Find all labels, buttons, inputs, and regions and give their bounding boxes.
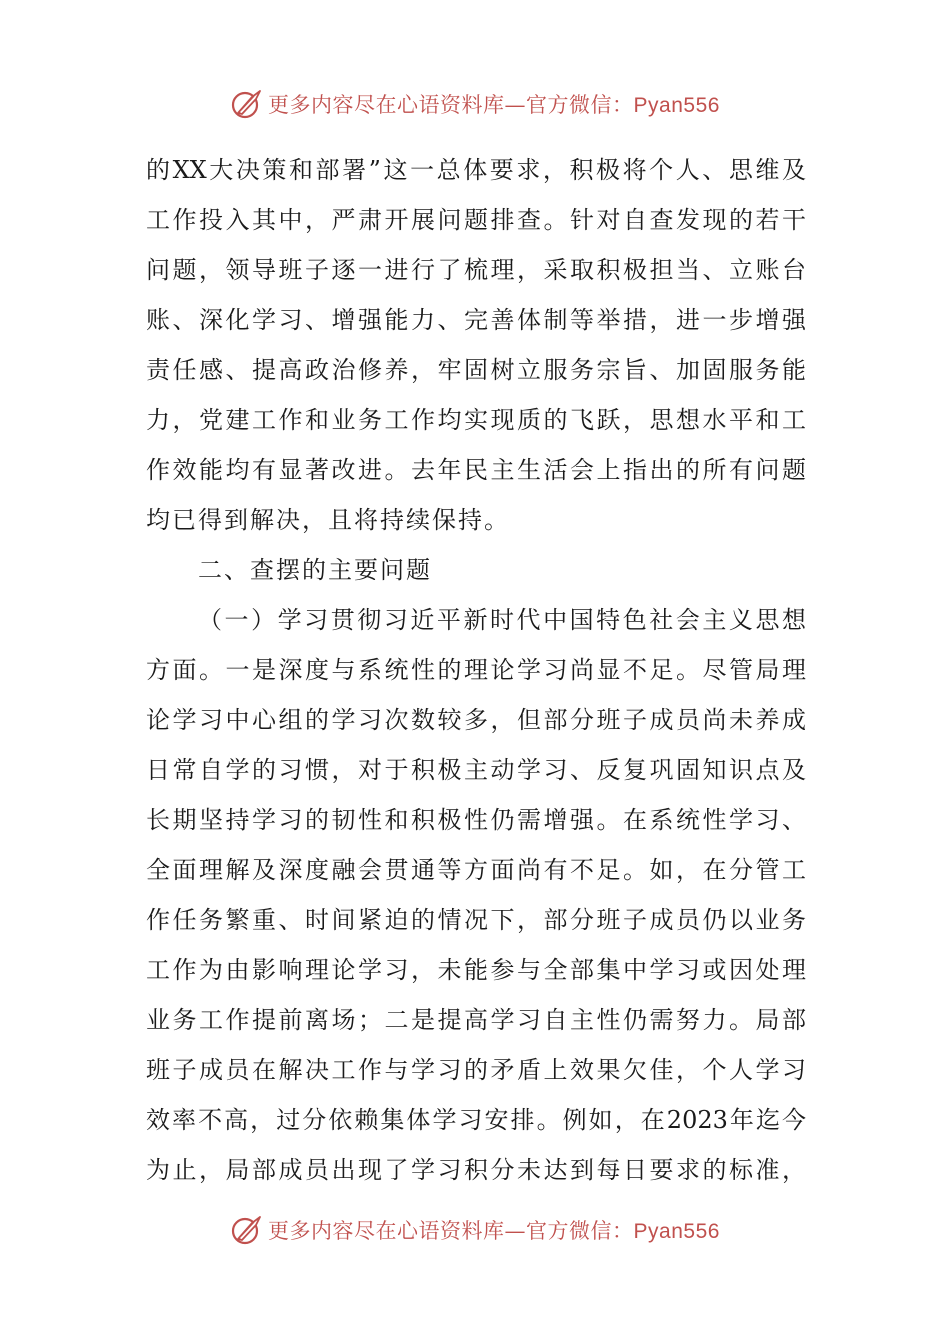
body-line: 作效能均有显著改进。去年民主生活会上指出的所有问题 bbox=[146, 456, 806, 484]
quill-pen-logo-icon bbox=[230, 1213, 264, 1247]
body-line: 工作投入其中，严肃开展问题排查。针对自查发现的若干 bbox=[146, 206, 806, 234]
body-line: 账、深化学习、增强能力、完善体制等举措，进一步增强 bbox=[146, 306, 806, 334]
body-line: 长期坚持学习的韧性和积极性仍需增强。在系统性学习、 bbox=[146, 806, 806, 834]
body-line: 问题，领导班子逐一进行了梳理，采取积极担当、立账台 bbox=[146, 256, 806, 284]
header-watermark-banner bbox=[0, 84, 950, 124]
footer-wechat-id: Pyan556 bbox=[633, 1220, 720, 1243]
header-banner-text: 更多内容尽在心语资料库—官方微信：Pyan556 bbox=[268, 93, 720, 117]
body-line: 均已得到解决，且将持续保持。 bbox=[146, 506, 510, 534]
quill-pen-logo-icon bbox=[230, 87, 264, 121]
footer-watermark-banner bbox=[0, 1210, 950, 1250]
body-line: 全面理解及深度融会贯通等方面尚有不足。如，在分管工 bbox=[146, 856, 806, 884]
body-line: 班子成员在解决工作与学习的矛盾上效果欠佳，个人学习 bbox=[146, 1056, 806, 1084]
body-line: 方面。一是深度与系统性的理论学习尚显不足。尽管局理 bbox=[146, 656, 806, 684]
body-line: 为止，局部成员出现了学习积分未达到每日要求的标准， bbox=[146, 1156, 806, 1184]
body-line: 力，党建工作和业务工作均实现质的飞跃，思想水平和工 bbox=[146, 406, 806, 434]
body-line: 作任务繁重、时间紧迫的情况下，部分班子成员仍以业务 bbox=[146, 906, 806, 934]
body-line: 工作为由影响理论学习，未能参与全部集中学习或因处理 bbox=[146, 956, 806, 984]
body-line: 责任感、提高政治修养，牢固树立服务宗旨、加固服务能 bbox=[146, 356, 806, 384]
section-heading: 二、查摆的主要问题 bbox=[198, 556, 432, 584]
document-body bbox=[146, 145, 806, 1195]
body-line: 的XX大决策和部署”这一总体要求，积极将个人、思维及 bbox=[146, 156, 806, 184]
body-line: 论学习中心组的学习次数较多，但部分班子成员尚未养成 bbox=[146, 706, 806, 734]
body-line: 日常自学的习惯，对于积极主动学习、反复巩固知识点及 bbox=[146, 756, 806, 784]
body-line: 效率不高，过分依赖集体学习安排。例如，在2023年迄今 bbox=[146, 1106, 806, 1134]
footer-banner-text: 更多内容尽在心语资料库—官方微信：Pyan556 bbox=[268, 1219, 720, 1243]
header-wechat-id: Pyan556 bbox=[633, 94, 720, 117]
body-line: 业务工作提前离场；二是提高学习自主性仍需努力。局部 bbox=[146, 1006, 806, 1034]
subsection-first-line: （一）学习贯彻习近平新时代中国特色社会主义思想 bbox=[198, 606, 806, 634]
